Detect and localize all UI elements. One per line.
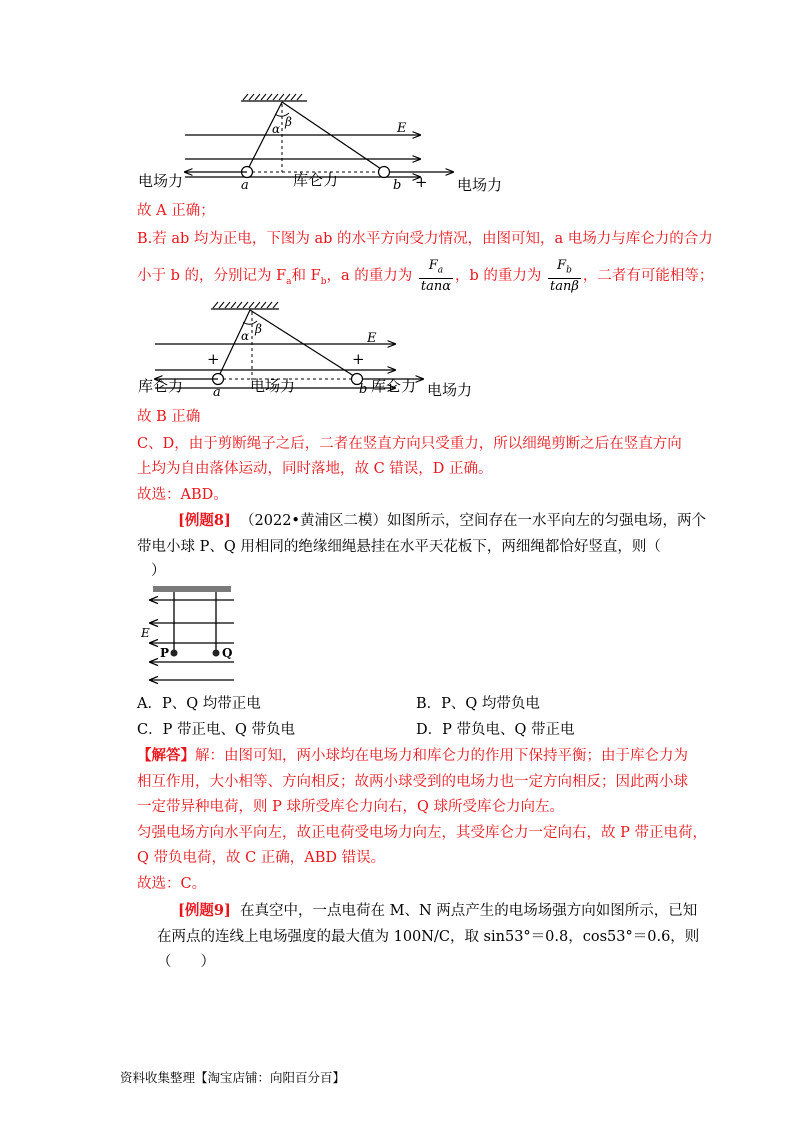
answer-tag: 【解答】 xyxy=(137,747,195,764)
answer-line3: 一定带异种电荷，则 P 球所受库仑力向右，Q 球所受库仑力向左。 xyxy=(137,799,564,815)
left-force-label: 电场力 xyxy=(138,172,184,190)
point-b-label: b xyxy=(359,382,368,397)
b-force-label: 库仑力 xyxy=(371,377,417,395)
plus-sign-a: + xyxy=(207,350,220,368)
fraction-b: $\frac{F_b}{\tan\beta}$ xyxy=(550,257,579,295)
example9-line3: （ ） xyxy=(157,954,215,970)
fraction-a: $\frac{F_a}{\tan\alpha}$ xyxy=(420,257,451,295)
point-a-label: a xyxy=(213,385,221,400)
example8-line1: [例题8] （2022•黄浦区二模）如图所示，空间存在一水平向左的匀强电场，两个 xyxy=(178,512,706,529)
option-C[interactable]: C．P 带正电、Q 带负电 xyxy=(137,722,295,738)
diagram-middle xyxy=(135,300,515,406)
field-label-E: E xyxy=(397,121,407,136)
point-a-label: a xyxy=(241,178,249,193)
ball-b xyxy=(379,167,390,178)
ceiling-bar xyxy=(153,586,231,592)
plus-sign-b: + xyxy=(352,350,365,368)
text-answer-abd: 故选：ABD。 xyxy=(137,487,228,503)
example9-tag: [例题9] xyxy=(178,902,231,919)
option-D[interactable]: D．P 带负电、Q 带正电 xyxy=(416,722,575,738)
fig-Q-label: Q xyxy=(222,646,233,660)
beta-label: β xyxy=(285,115,292,129)
example9-line1: [例题9] 在真空中，一点电荷在 M、N 两点产生的电场场强方向如图所示，已知 xyxy=(178,902,698,919)
example8-tag: [例题8] xyxy=(178,512,231,529)
right-force-label: 电场力 xyxy=(427,381,473,399)
point-b-label: b xyxy=(393,178,402,193)
answer-line1: 【解答】解：由图可知，两小球均在电场力和库仑力的作用下保持平衡；由于库仑力为 xyxy=(137,747,688,764)
answer-line2: 相互作用，大小相等、方向相反；故两小球受到的电场力也一定方向相反；因此两小球 xyxy=(137,774,688,790)
field-label-E: E xyxy=(367,331,377,346)
text-a-correct: 故 A 正确； xyxy=(137,203,215,219)
plus-sign: + xyxy=(415,173,428,191)
alpha-label: α xyxy=(241,329,250,343)
mid-force-label: 电场力 xyxy=(250,377,296,395)
example8-line3: ） xyxy=(151,563,166,579)
string-a xyxy=(247,102,282,171)
text-b-correct: 故 B 正确 xyxy=(137,409,201,425)
text-cd-line2: 上均为自由落体运动，同时落地，故 C 错误，D 正确。 xyxy=(137,461,493,477)
mid-force-label: 库仑力 xyxy=(293,171,339,189)
left-force-label: 库仑力 xyxy=(138,377,184,395)
right-force-label: 电场力 xyxy=(457,176,503,194)
ball-q xyxy=(213,650,220,657)
example8-figure xyxy=(136,582,242,687)
answer-line4: 匀强电场方向水平向左，故正电荷受电场力向左，其受库仑力一定向右，故 P 带正电荷， xyxy=(137,825,707,841)
example8-line2: 带电小球 P、Q 用相同的绝缘细绳悬挂在水平天花板下，两细绳都恰好竖直，则（ xyxy=(137,539,661,555)
alpha-label: α xyxy=(272,122,281,136)
fig-P-label: P xyxy=(160,646,170,660)
ball-p xyxy=(171,650,178,657)
option-A[interactable]: A．P、Q 均带正电 xyxy=(137,696,261,712)
option-B[interactable]: B．P、Q 均带负电 xyxy=(416,696,540,712)
diagram-top xyxy=(135,92,515,200)
ceiling-hatch xyxy=(243,94,302,100)
footer-text: 资料收集整理【淘宝店铺：向阳百分百】 xyxy=(120,1070,346,1085)
text-b-line2: 小于 b 的，分别记为 $F_a$和 $F_b$，a 的重力为 $\frac{F_a}{\tan\alpha}$ ，b 的重力为 $\frac{F_b}{\tan\beta}$ ，二者有可能相等； xyxy=(137,257,714,295)
answer-line6: 故选：C。 xyxy=(137,876,207,892)
text-cd-line1: C、D，由于剪断绳子之后，二者在竖直方向只受重力，所以细绳剪断之后在竖直方向 xyxy=(137,436,682,452)
ceiling-hatch xyxy=(213,302,278,308)
string-b xyxy=(282,102,384,171)
fig-E-label: E xyxy=(141,626,150,640)
text-b-line1: B.若 ab 均为正电，下图为 ab 的水平方向受力情况，由图可知，a 电场力与库仑力的合力 xyxy=(137,231,713,247)
answer-line5: Q 带负电荷，故 C 正确，ABD 错误。 xyxy=(137,850,386,866)
example9-line2: 在两点的连线上电场强度的最大值为 100N/C，取 sin53°＝0.8，cos53°＝0.6，则 xyxy=(157,929,700,945)
beta-label: β xyxy=(255,322,262,336)
